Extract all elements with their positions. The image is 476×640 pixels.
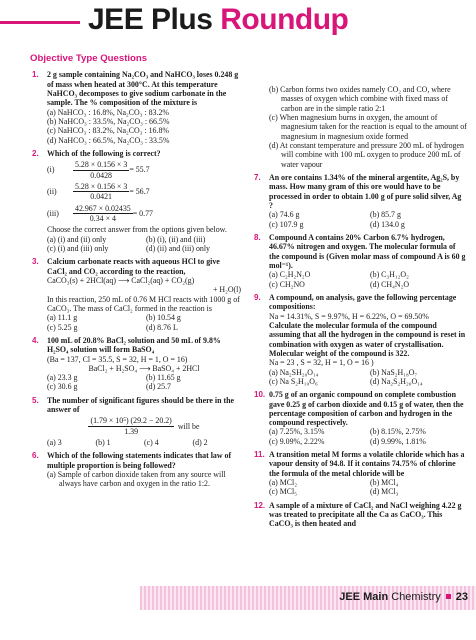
fraction-denominator: 0.0428 <box>90 170 112 180</box>
question-number: 5. <box>32 395 39 405</box>
expression-result: = 0.77 <box>132 208 153 218</box>
question-number: 6. <box>32 451 39 461</box>
fraction <box>73 160 129 180</box>
option: (a) 11.1 g <box>47 313 78 323</box>
question-text: Which of the following is correct? <box>47 148 161 158</box>
question-7 <box>252 173 467 229</box>
fraction <box>73 182 129 202</box>
atomic-masses: Na = 23 , S = 32, H = 1, O = 16 ) <box>269 358 374 368</box>
option: (d) Na₂S₂H₂₀O₁₄ <box>370 376 423 386</box>
option: (a) (i) and (ii) only <box>47 234 107 244</box>
option: (c) 9.09%, 2.22% <box>269 436 325 446</box>
question-8 <box>252 233 467 289</box>
page-footer <box>140 586 476 610</box>
option: (b) NaHCO₃ : 33.5%, Na₂CO₃ : 66.5% <box>47 116 170 126</box>
option: (d) CH₄N₂O <box>370 279 410 289</box>
question-number: 7. <box>254 172 261 182</box>
question-10 <box>252 390 467 446</box>
question-number: 10. <box>254 390 266 400</box>
question-text: A sample of a mixture of CaCl₂ and NaCl weighing 4.22 g was treated to precipitate all the Ca as CaCO₃. This CaCO₃ is then heated and <box>269 500 462 529</box>
option: (a) 74.6 g <box>269 210 300 220</box>
option: (d) At constant temperature and pressure 200 mL of hydrogen will combine with 100 mL oxygen to produce 200 mL of water vapour <box>269 140 464 169</box>
expression-row <box>47 416 241 436</box>
option: (b) 10.54 g <box>146 313 181 323</box>
question-number: 1. <box>32 70 39 80</box>
question-number: 3. <box>32 257 39 267</box>
question-text: A compound, on analysis, gave the following percentage compositions: <box>269 292 457 312</box>
question-text: The number of significant figures should be there in the answer of <box>47 395 234 415</box>
option: (c) (i) and (iii) only <box>47 243 109 253</box>
question-2 <box>30 149 241 253</box>
composition-values: Na = 14.31%, S = 9.97%, H = 6.22%, O = 69.50% <box>269 311 429 321</box>
option: (d) (ii) and (iii) only <box>146 243 210 253</box>
options-grid <box>269 427 467 446</box>
page-number: 23 <box>455 591 468 603</box>
option: (a) 7.25%, 3.15% <box>269 427 325 437</box>
expression-label: (ii) <box>47 187 57 197</box>
options-grid <box>269 270 467 289</box>
expression-result: = 56.7 <box>129 187 150 197</box>
options-grid <box>47 313 241 332</box>
options-grid <box>47 235 241 254</box>
reaction-equation: BaCl₂ + H₂SO₄ ⟶ BaSO₄ + 2HCl <box>88 363 200 373</box>
right-column <box>252 52 467 533</box>
option: (b) 8.15%, 2.75% <box>370 427 426 437</box>
question-6 <box>30 451 241 488</box>
question-4 <box>30 336 241 392</box>
fraction-numerator: (1.79 × 10⁵) (29.2 − 20.2) <box>90 416 172 426</box>
question-text: 0.75 g of an organic compound on complete combustion gave 0.25 g of carbon dioxide and 0.15 g of water, then the percentage composition of carbon and hydrogen in the compound respectively. <box>269 390 464 428</box>
option: (d) 25.7 <box>146 382 171 392</box>
options-grid <box>47 373 241 392</box>
reaction-equation: CaCO₃(s) + 2HCl(aq) ⟶ CaCl₂(aq) + CO₂(g) <box>47 275 195 285</box>
square-bullet-icon <box>446 594 451 599</box>
question-6-continued <box>252 85 467 169</box>
question-text: 2 g sample containing Na₂CO₃ and NaHCO₃ loses 0.248 g of mass when heated at 300°C. At this temperature NaHCO₃ decomposes to give sodium carbonate in the sample. The % composition of the mixture is <box>47 70 239 108</box>
option: (c) When magnesium burns in oxygen, the amount of magnesium taken for the reaction is equal to the amount of magnesium in magnesium oxide formed <box>269 112 467 141</box>
option: (c) 30.6 g <box>47 382 78 392</box>
question-text: A transition metal M forms a volatile chloride which has a vapour density of 94.8. If it contains 74.75% of chlorine the formula of the metal chloride will be <box>269 450 465 478</box>
expression-row <box>47 160 241 180</box>
question-number: 12. <box>254 500 266 510</box>
fraction <box>88 416 173 436</box>
question-number: 11. <box>254 450 265 460</box>
option: (a) 3 <box>47 438 62 448</box>
options-grid <box>47 438 241 447</box>
option: (d) 9.99%, 1.81% <box>370 436 426 446</box>
question-text: 100 mL of 20.8% BaCl₂ solution and 50 mL of 9.8% H₂SO₄ solution will form BaSO₄ <box>47 335 221 355</box>
question-1 <box>30 70 241 145</box>
option: (c) 4 <box>144 438 159 448</box>
option: (a) 23.3 g <box>47 373 78 383</box>
question-12 <box>252 501 467 529</box>
options-grid <box>269 368 467 387</box>
fraction-denominator: 1.39 <box>124 426 139 436</box>
option: (a) Sample of carbon dioxide taken from any source will always have carbon and oxygen in the ratio 1:2. <box>47 470 226 489</box>
option: (b) MCl₄ <box>370 478 399 488</box>
question-number: 2. <box>32 148 39 158</box>
page-title <box>88 2 348 37</box>
options-grid <box>269 210 467 229</box>
option: (c) 107.9 g <box>269 219 304 229</box>
title-part-1: JEE Plus <box>88 3 213 36</box>
option: (b) 85.7 g <box>370 210 401 220</box>
fraction-numerator: 5.28 × 0.156 × 3 <box>75 160 128 170</box>
question-5 <box>30 396 241 448</box>
option: (b) 11.65 g <box>146 373 181 383</box>
question-text-continued: Calculate the molecular formula of the compound assuming that all the hydrogen in the compound is reset in combination with oxygen as water of crystallisation. Molecular weight of the compound is 322. <box>269 320 466 358</box>
option: (c) CH₂NO <box>269 279 305 289</box>
expression-result: = 55.7 <box>129 165 150 175</box>
option: (b) (i), (ii) and (iii) <box>146 234 206 244</box>
option: (c) 5.25 g <box>47 322 78 332</box>
option: (a) C₂H₂N₂O <box>269 270 311 280</box>
question-11 <box>252 450 467 497</box>
question-text: Calcium carbonate reacts with aqueous HCl to give CaCl₂ and CO₂ according to the reaction, <box>47 257 220 276</box>
option: (a) NaHCO₃ : 16.8%, Na₂CO₃ : 83.2% <box>47 107 169 117</box>
option: (d) MCl₃ <box>370 487 399 497</box>
question-9 <box>252 293 467 386</box>
expression-row <box>47 204 241 224</box>
option: (d) 134.0 g <box>370 219 405 229</box>
question-number: 4. <box>32 335 39 345</box>
options-grid <box>269 478 467 497</box>
question-number: 9. <box>254 292 261 302</box>
expression-row <box>47 182 241 202</box>
option: (c) NaHCO₃ : 83.2%, Na₂CO₃ : 16.8% <box>47 126 169 136</box>
option: (b) C₃H₁₂O₂ <box>370 270 409 280</box>
reaction-equation-continued: + H₂O(l) <box>212 285 241 295</box>
option: (b) 1 <box>95 438 111 448</box>
fraction-denominator: 0.34 × 4 <box>89 213 116 223</box>
option: (c) Na S₂H₁₀O₆ <box>269 376 318 386</box>
section-title: Objective Type Questions <box>30 53 148 64</box>
option: (c) MCl₅ <box>269 487 297 497</box>
question-number: 8. <box>254 232 261 242</box>
expression-tail: will be <box>177 421 200 431</box>
title-part-2: Roundup <box>220 3 349 36</box>
option: (a) Na₂SH₂₀O₁₄ <box>269 367 319 377</box>
option: (b) NaS₂H₁₈O₇ <box>370 367 418 377</box>
option: (d) 2 <box>192 438 208 448</box>
question-text: Which of the following statements indicates that law of multiple proportion is being followed? <box>47 451 232 470</box>
header-rule <box>0 21 80 24</box>
footer-label: JEE Main <box>339 591 389 603</box>
fraction-denominator: 0.0421 <box>90 192 112 202</box>
instruction-text: Choose the correct answer from the options given below. <box>47 225 227 235</box>
question-text: Compound A contains 20% Carbon 6.7% hydrogen, 46.67% nitrogen and oxygen. The molecular formula of the compound is (Given molar mass of compound A is 60 g mol⁻¹). <box>269 232 466 270</box>
question-text-continued: In this reaction, 250 mL of 0.76 M HCl reacts with 1000 g of CaCO₃. The mass of CaCl₂ formed in the reaction is <box>47 294 240 313</box>
footer-subject: Chemistry <box>391 591 441 603</box>
left-column <box>30 52 241 493</box>
question-text: An ore contains 1.34% of the mineral argentite, Ag₂S, by mass. How many gram of this ore would have to be processed in order to obtain 1.00 g of pure solid silver, Ag ? <box>269 172 462 210</box>
option: (b) Carbon forms two oxides namely CO₂ and CO, where masses of oxygen which combine with fixed mass of carbon are in the simple ratio 2:1 <box>269 85 451 113</box>
question-3 <box>30 257 241 332</box>
fraction-numerator: 5.28 × 0.156 × 3 <box>75 181 128 191</box>
footer-text <box>339 591 468 604</box>
expression-label: (i) <box>47 165 55 175</box>
option: (d) 8.76 L <box>146 322 178 332</box>
atomic-masses: (Ba = 137, Cl = 35.5, S = 32, H = 1, O = 16) <box>47 354 188 364</box>
option: (a) MCl₂ <box>269 478 297 488</box>
expression-label: (iii) <box>47 208 59 218</box>
fraction <box>73 204 133 224</box>
fraction-numerator: 42.967 × 0.02435 <box>75 203 131 213</box>
option: (d) NaHCO₃ : 66.5%, Na₂CO₃ : 33.5% <box>47 135 170 145</box>
